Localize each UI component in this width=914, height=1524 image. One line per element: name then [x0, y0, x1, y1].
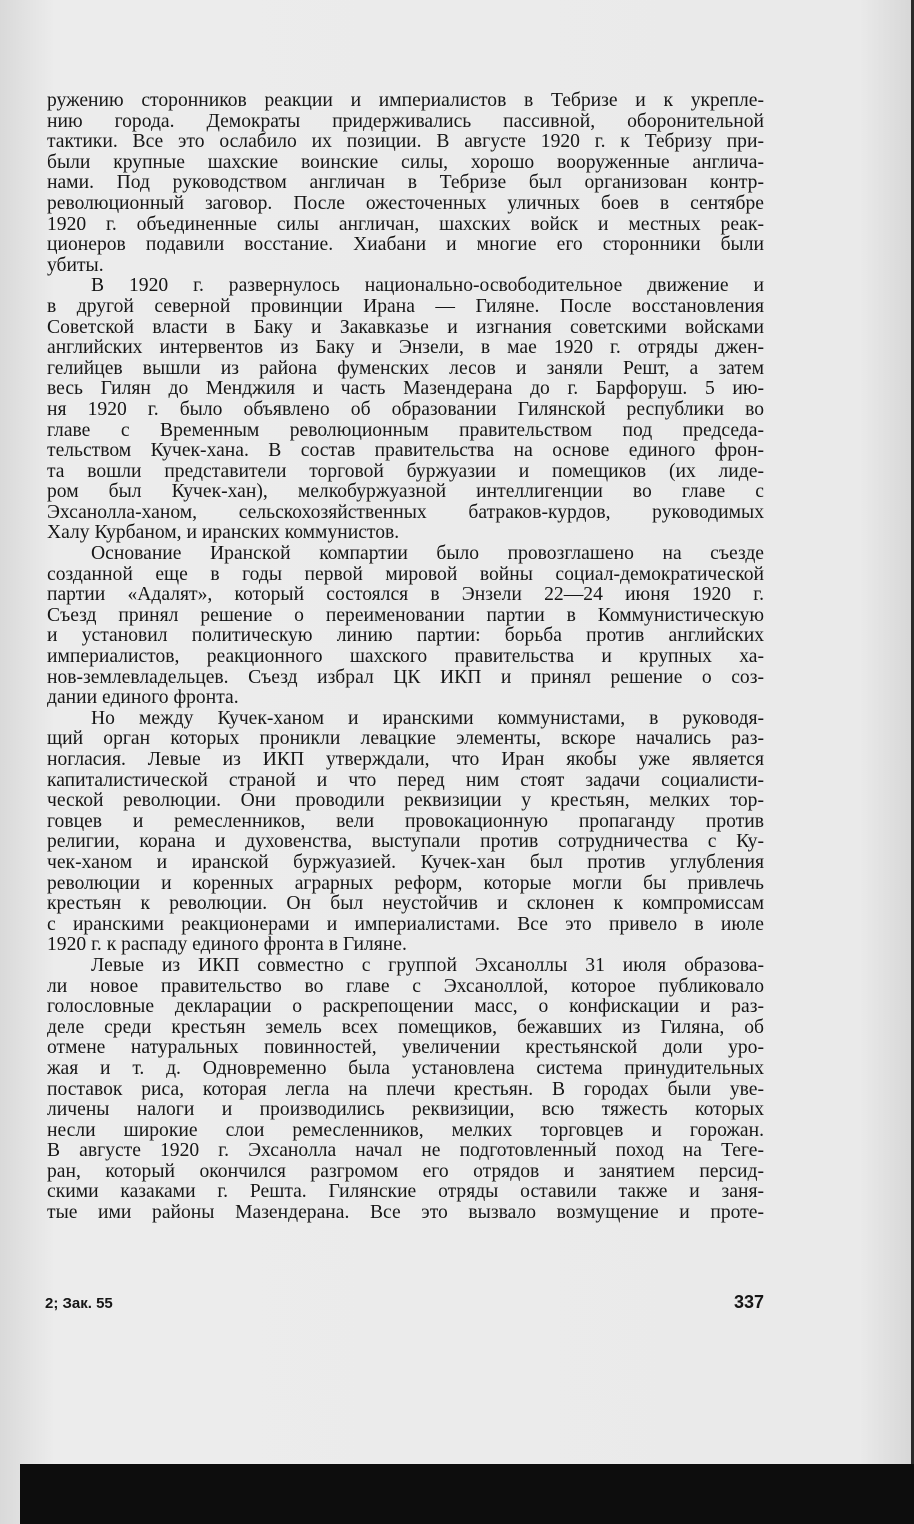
- text-line: говцев и ремесленников, вели провокационную пропаганду против: [47, 810, 764, 832]
- text-line: Советской власти в Баку и Закавказье и изгнания советскими войсками: [47, 316, 764, 338]
- text-line: ром был Кучек-хан), мелкобуржуазной интеллигенции во главе с: [47, 481, 764, 503]
- print-signature: 2; Зак. 55: [45, 1295, 113, 1312]
- text-line: империалистов, реакционного шахского правительства и крупных ха-: [47, 646, 764, 668]
- body-text: [47, 91, 764, 1224]
- text-line: капиталистической страной и что перед ним стоят задачи социалисти-: [47, 769, 764, 791]
- text-line: главе с Временным революционным правительством под председа-: [47, 419, 764, 441]
- text-line: 1920 г. объединенные силы англичан, шахских войск и местных реак-: [47, 213, 764, 235]
- text-line: Левые из ИКП совместно с группой Эхсаноллы 31 июля образова-: [91, 954, 764, 976]
- text-line: революции и коренных аграрных реформ, которые могли бы привлечь: [47, 872, 764, 894]
- text-line: тактики. Все это ослабило их позиции. В августе 1920 г. к Тебризу при-: [47, 131, 764, 153]
- text-line: отмене натуральных повинностей, увеличении крестьянской доли уро-: [47, 1037, 764, 1059]
- text-line: созданной еще в годы первой мировой войны социал-демократической: [47, 563, 764, 585]
- text-line: жая и т. д. Одновременно была установлена система принудительных: [47, 1057, 764, 1079]
- text-line: революционный заговор. После ожесточенных уличных боев в сентябре: [47, 192, 764, 214]
- text-line: щий орган которых проникли левацкие элементы, вскоре начались раз-: [47, 728, 764, 750]
- text-line: нов-землевладельцев. Съезд избрал ЦК ИКП и принял решение о соз-: [47, 666, 764, 688]
- text-line: несли широкие слои ремесленников, мелких торговцев и горожан.: [47, 1119, 764, 1141]
- text-line: 1920 г. к распаду единого фронта в Гиляне.: [47, 934, 407, 956]
- text-line: были крупные шахские воинские силы, хорошо вооруженные англича-: [47, 151, 764, 173]
- text-line: тые ими районы Мазендерана. Все это вызвало возмущение и проте-: [47, 1202, 764, 1224]
- text-line: Халу Курбаном, и иранских коммунистов.: [47, 522, 400, 544]
- text-line: и установил политическую линию партии: борьба против английских: [47, 625, 764, 647]
- text-line: В августе 1920 г. Эхсанолла начал не подготовленный поход на Теге-: [47, 1140, 764, 1162]
- text-line: убиты.: [47, 254, 104, 276]
- text-line: с иранскими реакционерами и империалистами. Все это привело в июле: [47, 913, 764, 935]
- text-line: деле среди крестьян земель всех помещиков, бежавших из Гиляна, об: [47, 1016, 764, 1038]
- text-line: Съезд принял решение о переименовании партии в Коммунистическую: [47, 604, 764, 626]
- scan-border: [20, 1464, 914, 1524]
- text-line: нию города. Демократы придерживались пассивной, оборонительной: [47, 110, 764, 132]
- text-line: ческой революции. Они проводили реквизиции у крестьян, мелких тор-: [47, 790, 764, 812]
- text-line: ружению сторонников реакции и империалистов в Тебризе и к укрепле-: [47, 90, 764, 111]
- text-line: ногласия. Левые из ИКП утверждали, что Иран якобы уже является: [47, 749, 764, 770]
- text-line: В 1920 г. развернулось национально-освободительное движение и: [91, 275, 764, 297]
- text-line: Но между Кучек-ханом и иранскими коммунистами, в руководя-: [91, 707, 764, 729]
- text-line: ня 1920 г. было объявлено об образовании Гилянской республики во: [47, 398, 764, 420]
- text-line: голословные декларации о раскрепощении масс, о конфискации и раз-: [47, 996, 764, 1018]
- text-line: личены налоги и производились реквизиции, всю тяжесть которых: [47, 1099, 764, 1121]
- text-line: Эхсанолла-ханом, сельскохозяйственных батраков-курдов, руководимых: [47, 501, 764, 523]
- text-line: партии «Адалят», который состоялся в Энзели 22—24 июня 1920 г.: [47, 584, 764, 606]
- text-line: нами. Под руководством англичан в Тебризе был организован контр-: [47, 172, 764, 194]
- text-line: крестьян к революции. Он был неустойчив и склонен к компромиссам: [47, 893, 764, 915]
- text-line: ран, который окончился разгромом его отрядов и занятием персид-: [47, 1160, 764, 1182]
- text-line: чек-ханом и иранской буржуазией. Кучек-хан был против углубления: [47, 851, 764, 873]
- text-line: весь Гилян до Менджиля и часть Мазендерана до г. Барфоруш. 5 ию-: [47, 378, 764, 400]
- page-number: 337: [733, 1292, 764, 1312]
- text-line: скими казаками г. Решта. Гилянские отряды оставили также и заня-: [47, 1181, 764, 1203]
- text-line: гелийцев вышли из района фуменских лесов и заняли Решт, а затем: [47, 357, 764, 379]
- text-line: Основание Иранской компартии было провозглашено на съезде: [91, 543, 764, 565]
- text-line: религии, корана и духовенства, выступали против сотрудничества с Ку-: [47, 831, 764, 853]
- text-line: в другой северной провинции Ирана — Гиляне. После восстановления: [47, 295, 764, 317]
- text-line: та вошли представители торговой буржуазии и помещиков (их лиде-: [47, 460, 764, 482]
- text-line: ли новое правительство во главе с Эхсаноллой, которое публиковало: [47, 975, 764, 997]
- text-line: английских интервентов из Баку и Энзели, в мае 1920 г. отряды джен-: [47, 337, 764, 359]
- text-line: дании единого фронта.: [47, 687, 239, 709]
- text-line: тельством Кучек-хана. В состав правительства на основе единого фрон-: [47, 440, 764, 462]
- text-line: поставок риса, которая легла на плечи крестьян. В городах были уве-: [47, 1078, 764, 1100]
- text-line: ционеров подавили восстание. Хиабани и многие его сторонники были: [47, 234, 764, 256]
